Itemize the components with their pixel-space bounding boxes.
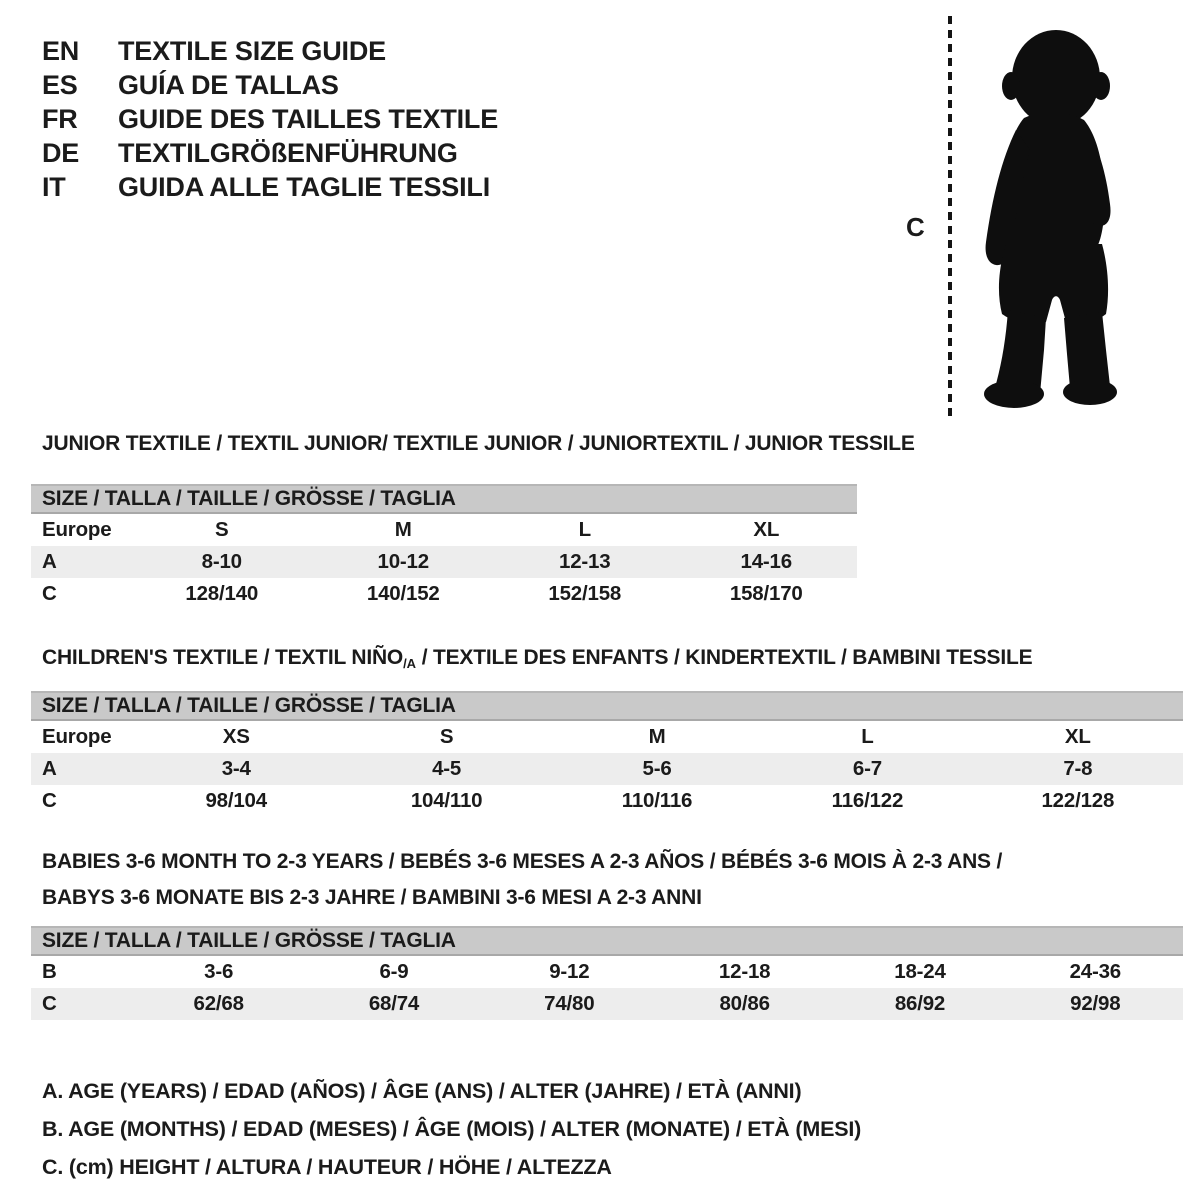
size-table [31, 484, 857, 610]
cell-value: 104/110 [410, 789, 483, 812]
table-row [31, 785, 1183, 817]
height-measure-dotted-line [948, 16, 952, 416]
cell-value: 3-4 [221, 757, 251, 780]
cell-value: 92/98 [1070, 992, 1121, 1015]
heading-text: JUNIOR TEXTILE / TEXTIL JUNIOR/ TEXTILE JUNIOR / JUNIORTEXTIL / JUNIOR TESSILE [42, 432, 915, 455]
language-row [42, 102, 498, 136]
cell-value: 9-12 [549, 960, 590, 983]
language-code: ES [42, 70, 78, 100]
cell-value: M [648, 725, 666, 748]
table-row [31, 546, 857, 578]
size-table-rows [31, 721, 1183, 817]
table-row [31, 956, 1183, 988]
cell-value: L [861, 725, 874, 748]
language-header [42, 34, 498, 204]
baby-silhouette-icon [964, 14, 1144, 418]
section-heading-line [42, 640, 1032, 682]
row-label: C [42, 992, 57, 1015]
table-row [31, 514, 857, 546]
cell-value: S [439, 725, 454, 748]
language-code: DE [42, 138, 80, 168]
section-heading [42, 640, 1032, 682]
cell-value: 24-36 [1069, 960, 1122, 983]
row-label: C [42, 582, 57, 605]
cell-value: 62/68 [193, 992, 244, 1015]
cell-value: 86/92 [894, 992, 946, 1015]
cell-value: 18-24 [894, 960, 946, 983]
section-heading-line [42, 426, 915, 462]
cell-value: 116/122 [831, 789, 904, 812]
cell-value: 4-5 [432, 757, 462, 780]
row-label: B [42, 960, 57, 983]
language-row [42, 68, 498, 102]
cell-value: 122/128 [1041, 789, 1115, 812]
language-row [42, 136, 498, 170]
cell-value: 80/86 [719, 992, 770, 1015]
language-title: GUIDE DES TAILLES TEXTILE [118, 104, 499, 134]
cell-value: 6-9 [379, 960, 409, 983]
row-label: A [42, 550, 57, 573]
language-code: FR [42, 104, 78, 134]
cell-value: 6-7 [852, 757, 882, 780]
size-table-rows [31, 514, 857, 610]
heading-text: BABYS 3-6 MONATE BIS 2-3 JAHRE / BAMBINI 3-6 MESI A 2-3 ANNI [42, 886, 702, 909]
section-heading-line [42, 880, 1002, 916]
language-code: IT [42, 172, 66, 202]
cell-value: XL [1064, 725, 1091, 748]
row-label: Europe [42, 518, 112, 541]
language-code: EN [42, 36, 80, 66]
row-label: Europe [42, 725, 112, 748]
cell-value: 12-13 [559, 550, 611, 573]
size-header-bar: SIZE / TALLA / TAILLE / GRÖSSE / TAGLIA [31, 926, 1183, 956]
size-header-bar: SIZE / TALLA / TAILLE / GRÖSSE / TAGLIA [31, 484, 857, 514]
cell-value: M [394, 518, 412, 541]
cell-value: 74/80 [544, 992, 595, 1015]
language-row [42, 34, 498, 68]
cell-value: 110/116 [621, 789, 693, 812]
cell-value: 10-12 [377, 550, 429, 573]
section-heading-line [42, 844, 1002, 880]
cell-value: XS [222, 725, 250, 748]
legend-line-a: A. AGE (YEARS) / EDAD (AÑOS) / ÂGE (ANS) / ALTER (JAHRE) / ETÀ (ANNI) [42, 1079, 802, 1103]
measure-legend [42, 1072, 861, 1186]
table-row [31, 721, 1183, 753]
height-measure-label: C [906, 212, 925, 242]
size-table [31, 926, 1183, 1020]
cell-value: 14-16 [740, 550, 792, 573]
cell-value: 128/140 [185, 582, 259, 605]
heading-text: /A [403, 656, 417, 671]
cell-value: 152/158 [548, 582, 622, 605]
section-heading [42, 844, 1002, 916]
size-table [31, 691, 1183, 817]
table-row [31, 753, 1183, 785]
legend-line-c: C. (cm) HEIGHT / ALTURA / HAUTEUR / HÖHE / ALTEZZA [42, 1155, 612, 1179]
language-row [42, 170, 498, 204]
language-title: TEXTILGRÖßENFÜHRUNG [118, 138, 458, 168]
cell-value: 8-10 [201, 550, 242, 573]
row-label: C [42, 789, 57, 812]
cell-value: 68/74 [368, 992, 420, 1015]
size-table-rows [31, 956, 1183, 1020]
cell-value: 12-18 [718, 960, 771, 983]
cell-value: 98/104 [205, 789, 267, 812]
language-title: TEXTILE SIZE GUIDE [118, 36, 386, 66]
language-title: GUIDA ALLE TAGLIE TESSILI [118, 172, 490, 202]
cell-value: 140/152 [366, 582, 440, 605]
section-heading [42, 426, 915, 462]
heading-text: BABIES 3-6 MONTH TO 2-3 YEARS / BEBÉS 3-6 MESES A 2-3 AÑOS / BÉBÉS 3-6 MOIS À 2-3 ANS / [42, 850, 1003, 873]
cell-value: 3-6 [204, 960, 234, 983]
row-label: A [42, 757, 57, 780]
table-row [31, 578, 857, 610]
cell-value: L [578, 518, 591, 541]
table-row [31, 988, 1183, 1020]
heading-text: / TEXTILE DES ENFANTS / KINDERTEXTIL / BAMBINI TESSILE [416, 646, 1033, 669]
cell-value: 5-6 [642, 757, 672, 780]
legend-line-b: B. AGE (MONTHS) / EDAD (MESES) / ÂGE (MOIS) / ALTER (MONATE) / ETÀ (MESI) [42, 1117, 862, 1141]
size-header-bar: SIZE / TALLA / TAILLE / GRÖSSE / TAGLIA [31, 691, 1183, 721]
cell-value: 7-8 [1063, 757, 1093, 780]
language-title: GUÍA DE TALLAS [118, 70, 339, 100]
heading-text: CHILDREN'S TEXTILE / TEXTIL NIÑO [42, 646, 404, 669]
cell-value: S [215, 518, 229, 541]
cell-value: XL [753, 518, 780, 541]
cell-value: 158/170 [729, 582, 803, 605]
